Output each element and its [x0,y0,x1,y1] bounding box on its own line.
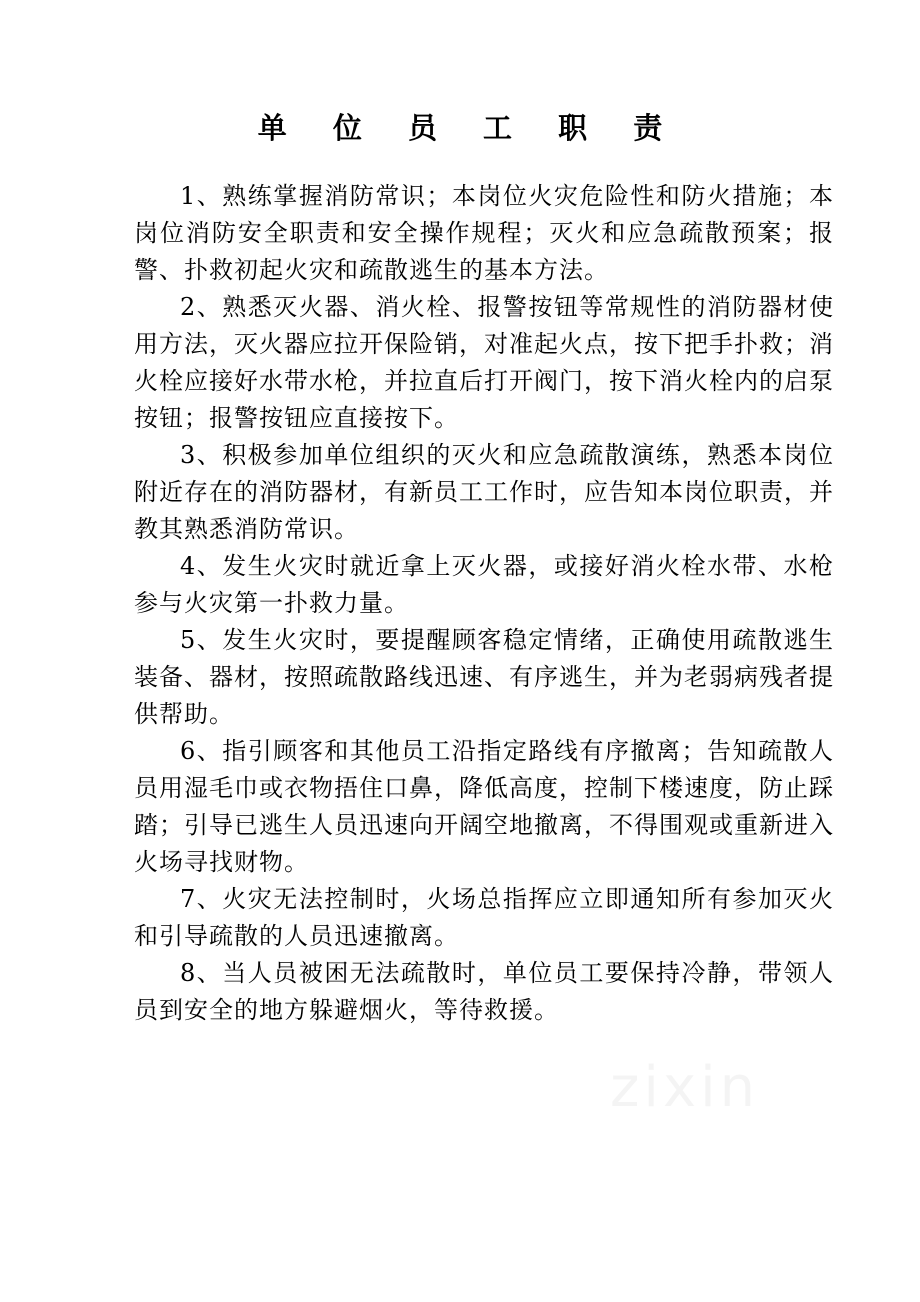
paragraph-4: 4、发生火灾时就近拿上灭火器，或接好消火栓水带、水枪参与火灾第一扑救力量。 [134,552,834,617]
paragraph-1: 1、熟练掌握消防常识；本岗位火灾危险性和防火措施；本岗位消防安全职责和安全操作规程；灭火和应急疏散预案；报警、扑救初起火灾和疏散逃生的基本方法。 [134,182,834,284]
paragraph-3: 3、积极参加单位组织的灭火和应急疏散演练，熟悉本岗位附近存在的消防器材，有新员工工作时，应告知本岗位职责，并教其熟悉消防常识。 [134,441,834,543]
document-body [134,178,834,1029]
paragraph-7: 7、火灾无法控制时，火场总指挥应立即通知所有参加灭火和引导疏散的人员迅速撤离。 [134,885,834,950]
paragraph-6: 6、指引顾客和其他员工沿指定路线有序撤离；告知疏散人员用湿毛巾或衣物捂住口鼻，降低高度，控制下楼速度，防止踩踏；引导已逃生人员迅速向开阔空地撤离，不得围观或重新进入火场寻找财物。 [134,737,834,876]
watermark [610,1055,759,1120]
paragraph-2: 2、熟悉灭火器、消火栓、报警按钮等常规性的消防器材使用方法，灭火器应拉开保险销，对准起火点，按下把手扑救；消火栓应接好水带水枪，并拉直后打开阀门，按下消火栓内的启泵按钮；报警按钮应直接按下。 [134,293,834,432]
paragraph-5: 5、发生火灾时，要提醒顾客稳定情绪，正确使用疏散逃生装备、器材，按照疏散路线迅速、有序逃生，并为老弱病残者提供帮助。 [134,626,834,728]
document-title: 单 位 员 工 职 责 [257,111,681,145]
paragraph-8: 8、当人员被困无法疏散时，单位员工要保持冷静，带领人员到安全的地方躲避烟火，等待救援。 [134,959,834,1024]
